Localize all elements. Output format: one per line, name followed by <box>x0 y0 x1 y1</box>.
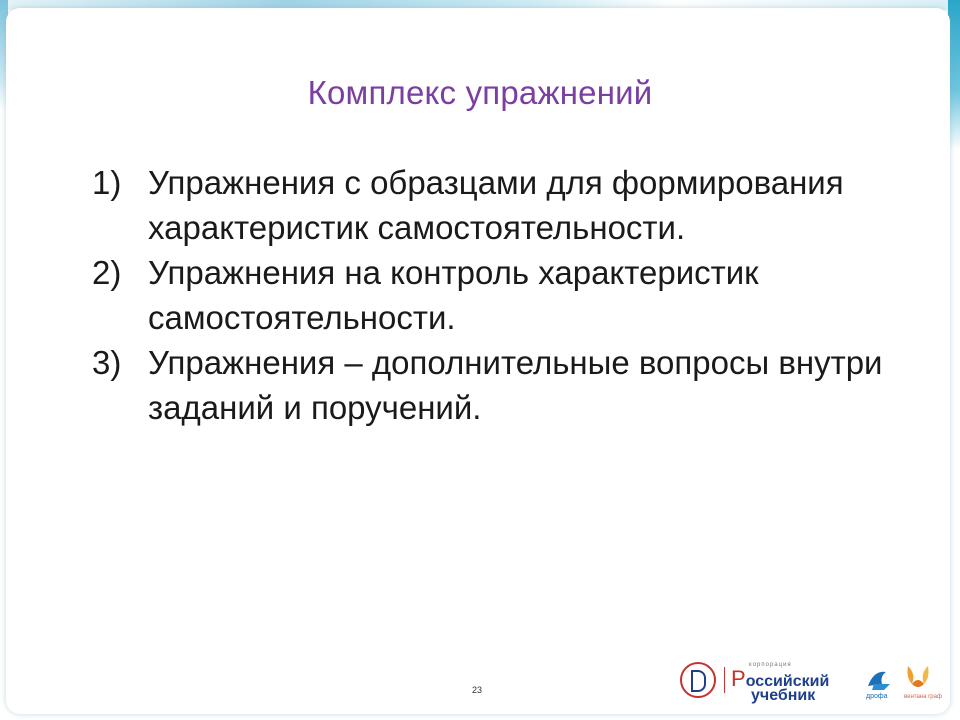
logo-divider <box>724 667 725 693</box>
logo-letter-r: Р <box>731 665 746 691</box>
list-text: Упражнения на контроль характеристик самостоятельности. <box>148 254 759 336</box>
russian-textbook-logo <box>680 660 830 704</box>
logo-line1-rest: оссийский <box>745 672 830 690</box>
page-number: 23 <box>472 685 483 695</box>
logo-emblem-icon <box>680 662 716 698</box>
pub1-label: дрофа <box>866 693 888 700</box>
list-number: 3) <box>92 344 122 381</box>
list-item <box>92 160 892 250</box>
list-number: 2) <box>92 254 122 291</box>
list-item <box>92 340 892 430</box>
logo-text <box>731 658 829 703</box>
list-number: 1) <box>92 164 122 201</box>
logo-line1 <box>731 665 830 691</box>
logo-line2: учебник <box>751 686 816 704</box>
pub2-label: вентана граф <box>904 694 942 700</box>
ventana-graf-logo-icon <box>902 662 942 702</box>
list-item <box>92 250 892 340</box>
slide-title: Комплекс упражнений <box>307 74 653 111</box>
list-text: Упражнения – дополнительные вопросы внутри заданий и поручений. <box>148 344 883 426</box>
logo-small-text: корпорация <box>749 661 792 668</box>
exercise-list <box>92 160 892 430</box>
drofa-logo-icon <box>860 664 900 700</box>
list-text: Упражнения с образцами для формирования характеристик самостоятельности. <box>148 164 844 246</box>
